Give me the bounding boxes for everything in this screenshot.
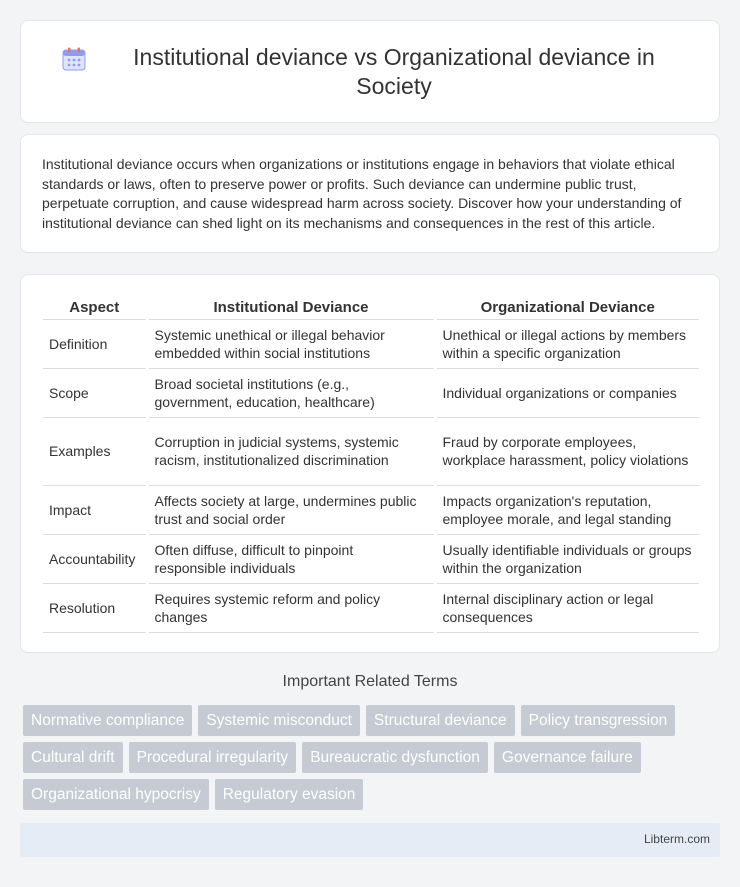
table-row	[43, 534, 699, 583]
table-row	[43, 583, 699, 632]
related-term-tag[interactable]: Procedural irregularity	[129, 742, 297, 773]
related-term-tag[interactable]: Policy transgression	[521, 705, 676, 736]
page-title: Institutional deviance vs Organizational deviance in Society	[133, 43, 655, 99]
header-organizational: Organizational Deviance	[435, 295, 699, 319]
header-institutional: Institutional Deviance	[147, 295, 435, 319]
intro-paragraph: Institutional deviance occurs when organizations or institutions engage in behaviors that violate ethical standards or laws, often to preserve power or profits. Such deviance can undermine public trust, perpetuate corruption, and cause widespread harm across society. Discover how your understanding of institutional deviance can shed light on its mechanisms and consequences in the rest of this article.	[42, 156, 682, 231]
aspect-cell: Scope	[43, 368, 147, 417]
organizational-cell: Impacts organization's reputation, employee morale, and legal standing	[435, 485, 699, 534]
organizational-cell: Internal disciplinary action or legal consequences	[435, 583, 699, 632]
organizational-cell: Unethical or illegal actions by members within a specific organization	[435, 319, 699, 368]
institutional-cell: Often diffuse, difficult to pinpoint responsible individuals	[147, 534, 435, 583]
related-terms-title: Important Related Terms	[282, 673, 458, 690]
calendar-icon	[61, 46, 87, 72]
related-term-tag[interactable]: Organizational hypocrisy	[23, 779, 209, 810]
aspect-cell: Impact	[43, 485, 147, 534]
institutional-cell: Corruption in judicial systems, systemic racism, institutionalized discrimination	[147, 417, 435, 485]
institutional-cell: Broad societal institutions (e.g., government, education, healthcare)	[147, 368, 435, 417]
aspect-cell: Examples	[43, 417, 147, 485]
institutional-cell: Systemic unethical or illegal behavior embedded within social institutions	[147, 319, 435, 368]
aspect-cell: Accountability	[43, 534, 147, 583]
footer	[20, 823, 720, 857]
related-term-tag[interactable]: Normative compliance	[23, 705, 192, 736]
header-aspect: Aspect	[43, 295, 147, 319]
related-term-tag[interactable]: Cultural drift	[23, 742, 123, 773]
related-term-tag[interactable]: Regulatory evasion	[215, 779, 364, 810]
table-row	[43, 319, 699, 368]
table-row	[43, 368, 699, 417]
related-term-tag[interactable]: Bureaucratic dysfunction	[302, 742, 488, 773]
organizational-cell: Fraud by corporate employees, workplace harassment, policy violations	[435, 417, 699, 485]
related-term-tag[interactable]: Systemic misconduct	[198, 705, 360, 736]
table-header-row	[43, 295, 699, 319]
comparison-card	[20, 274, 720, 653]
related-term-tag[interactable]: Structural deviance	[366, 705, 515, 736]
table-row	[43, 417, 699, 485]
related-terms-list	[23, 705, 723, 816]
intro-card	[20, 134, 720, 253]
institutional-cell: Affects society at large, undermines public trust and social order	[147, 485, 435, 534]
institutional-cell: Requires systemic reform and policy changes	[147, 583, 435, 632]
aspect-cell: Resolution	[43, 583, 147, 632]
organizational-cell: Usually identifiable individuals or groups within the organization	[435, 534, 699, 583]
aspect-cell: Definition	[43, 319, 147, 368]
related-term-tag[interactable]: Governance failure	[494, 742, 641, 773]
footer-site-link[interactable]: Libterm.com	[643, 832, 710, 846]
organizational-cell: Individual organizations or companies	[435, 368, 699, 417]
header-card	[20, 20, 720, 123]
comparison-table	[43, 295, 699, 633]
table-row	[43, 485, 699, 534]
